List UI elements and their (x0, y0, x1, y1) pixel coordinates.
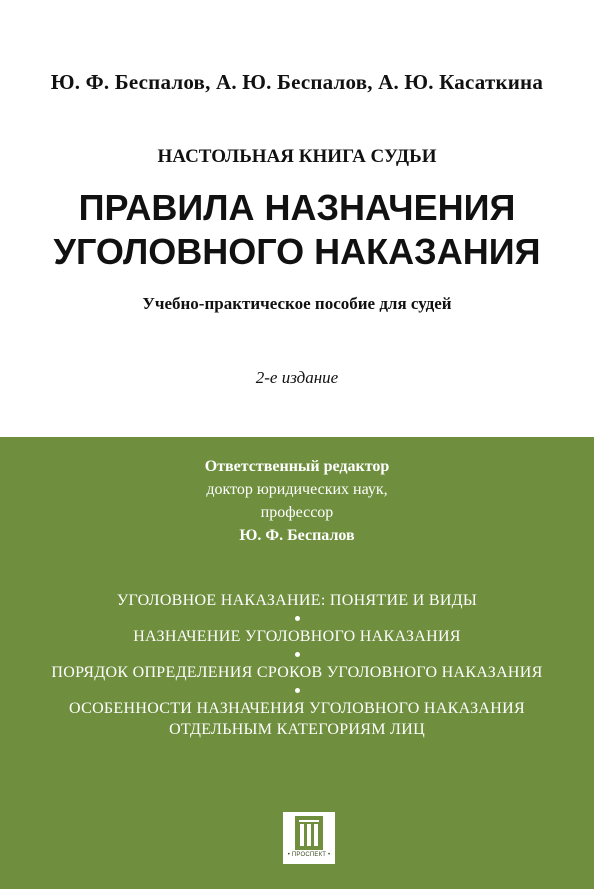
book-subtitle: Учебно-практическое пособие для судей (142, 294, 452, 313)
editor-degree: доктор юридических наук, (206, 481, 388, 498)
topics-list (0, 590, 594, 740)
cover-top-section (0, 0, 594, 437)
editor-role: Ответственный редактор (204, 458, 390, 475)
bullet-dot-icon (295, 688, 300, 693)
publisher-logo (283, 812, 335, 864)
publisher-name: • ПРОСПЕКТ • (287, 852, 331, 858)
book-title (0, 186, 594, 274)
cover-green-band (0, 437, 594, 889)
bullet-dot-icon (295, 616, 300, 621)
topic-item: ПОРЯДОК ОПРЕДЕЛЕНИЯ СРОКОВ УГОЛОВНОГО НАКАЗАНИЯ (51, 664, 543, 681)
authors: Ю. Ф. Беспалов, А. Ю. Беспалов, А. Ю. Касаткина (50, 70, 544, 94)
editor-rank: профессор (260, 504, 334, 521)
topic-item: НАЗНАЧЕНИЕ УГОЛОВНОГО НАКАЗАНИЯ (133, 628, 461, 645)
topic-item: ОСОБЕННОСТИ НАЗНАЧЕНИЯ УГОЛОВНОГО НАКАЗАНИЯ (69, 700, 525, 717)
series-title: НАСТОЛЬНАЯ КНИГА СУДЬИ (157, 146, 437, 167)
editor-block (0, 455, 594, 547)
topic-item: УГОЛОВНОЕ НАКАЗАНИЕ: ПОНЯТИЕ И ВИДЫ (116, 592, 478, 609)
bullet-dot-icon (295, 652, 300, 657)
topic-item: ОТДЕЛЬНЫМ КАТЕГОРИЯМ ЛИЦ (169, 721, 425, 738)
book-title-line-2: УГОЛОВНОГО НАКАЗАНИЯ (53, 231, 541, 272)
edition-label: 2-е издание (255, 368, 339, 387)
book-title-line-1: ПРАВИЛА НАЗНАЧЕНИЯ (78, 187, 516, 228)
editor-name: Ю. Ф. Беспалов (239, 527, 355, 544)
